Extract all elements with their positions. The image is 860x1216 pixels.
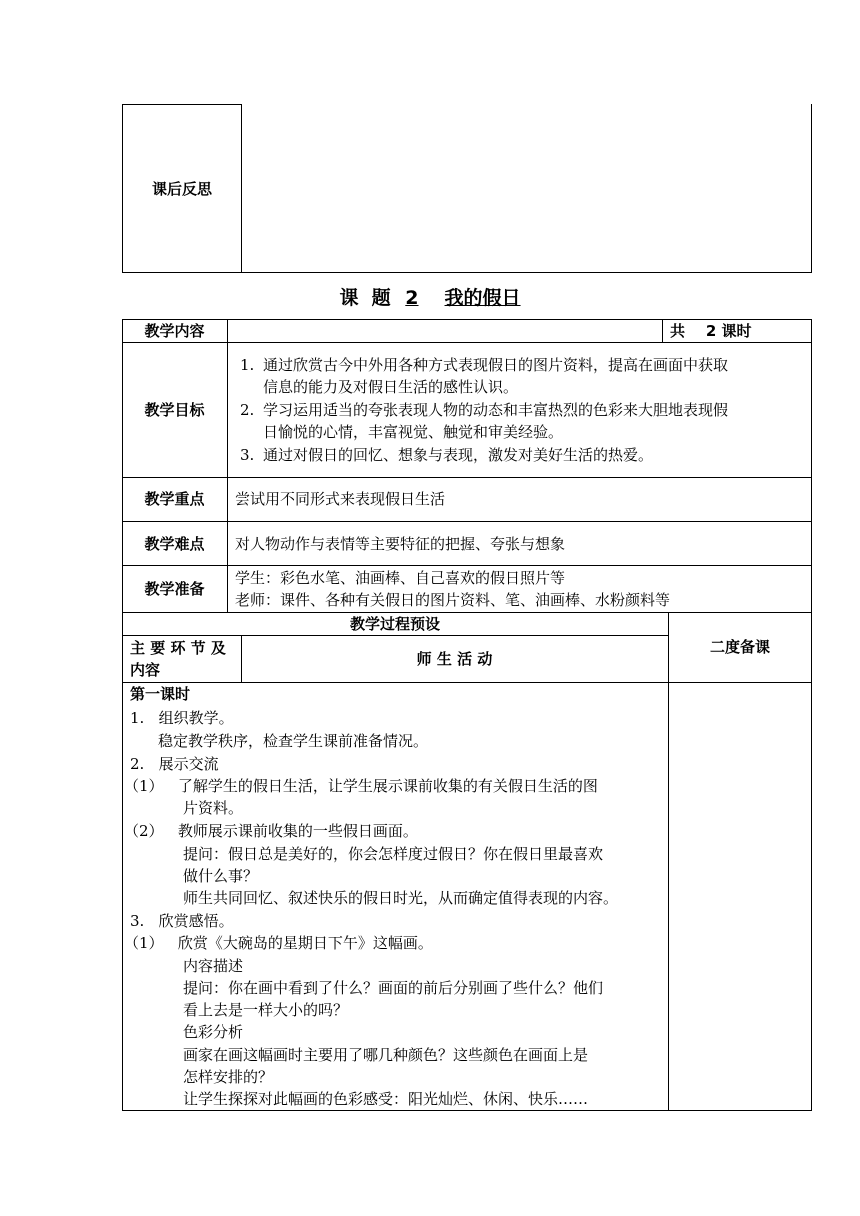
key-point-label: 教学重点 (144, 490, 205, 508)
goal-text: 通过欣赏古今中外用各种方式表现假日的图片资料，提高在画面中获取 (263, 356, 729, 374)
table-border (122, 272, 812, 273)
reflection-label: 课后反思 (151, 180, 212, 198)
activity-line: 看上去是一样大小的吗？ (183, 1001, 349, 1019)
difficulty-label: 教学难点 (144, 535, 205, 553)
activity-line: 提问：你在画中看到了什么？画面的前后分别画了些什么？他们 (183, 979, 604, 997)
goal-text: 学习运用适当的夸张表现人物的动态和丰富热烈的色彩来大胆地表现假 (263, 401, 729, 419)
goal-text: 日愉悦的心情，丰富视觉、触觉和审美经验。 (263, 423, 564, 441)
table-border (122, 104, 242, 105)
table-border (122, 319, 123, 1111)
table-border (122, 477, 812, 478)
title-number: 2 (405, 287, 419, 309)
activity-line: 让学生探探对此幅画的色彩感受：阳光灿烂、休闲、快乐…… (183, 1090, 589, 1108)
lesson-title (0, 285, 860, 311)
table-border (122, 1110, 812, 1111)
activity-line: 2. 展示交流 (130, 755, 219, 773)
activity-line: 师生共同回忆、叙述快乐的假日时光，从而确定值得表现的内容。 (183, 889, 619, 907)
hours-count: 共 2 课时 (670, 322, 752, 340)
table-border (122, 342, 812, 343)
activity-line: 提问：假日总是美好的，你会怎样度过假日？你在假日里最喜欢 (183, 845, 604, 863)
table-border (122, 521, 812, 522)
activity-line: 1. 组织教学。 (130, 709, 234, 727)
table-border (122, 565, 812, 566)
table-border (662, 319, 663, 343)
process-header: 教学过程预设 (349, 615, 440, 633)
activity-line: 片资料。 (183, 799, 244, 817)
goal-number: 2. (240, 401, 255, 419)
title-name: 我的假日 (444, 287, 521, 309)
session-heading: 第一课时 (130, 685, 191, 703)
goal-text: 通过对假日的回忆、想象与表现，激发对美好生活的热爱。 (263, 446, 654, 464)
content-label: 教学内容 (144, 322, 205, 340)
goal-number: 3. (240, 446, 255, 464)
activity-line: （1） 欣赏《大碗岛的星期日下午》这幅画。 (124, 934, 433, 952)
table-border (122, 635, 668, 636)
prep-teacher: 老师：课件、各种有关假日的图片资料、笔、油画棒、水粉颜料等 (235, 591, 671, 609)
key-point-text: 尝试用不同形式来表现假日生活 (235, 490, 446, 508)
col-main-steps-2: 内容 (130, 661, 161, 679)
goal-text: 信息的能力及对假日生活的感性认识。 (263, 378, 519, 396)
activity-line: （1） 了解学生的假日生活，让学生展示课前收集的有关假日生活的图 (124, 777, 598, 795)
activity-line: 3. 欣赏感悟。 (130, 912, 234, 930)
col-activities: 师 生 活 动 (416, 650, 493, 668)
activity-line: 稳定教学秩序，检查学生课前准备情况。 (158, 732, 429, 750)
activity-line: 怎样安排的？ (183, 1068, 274, 1086)
table-border (811, 319, 812, 1111)
goals-label: 教学目标 (144, 401, 205, 419)
table-border (811, 104, 812, 272)
col-main-steps: 主 要 环 节 及 (130, 639, 226, 657)
table-border (668, 612, 669, 1111)
table-border (227, 319, 228, 612)
prep-student: 学生：彩色水笔、油画棒、自己喜欢的假日照片等 (235, 569, 566, 587)
activity-line: 做什么事？ (183, 867, 259, 885)
difficulty-text: 对人物动作与表情等主要特征的把握、夸张与想象 (235, 535, 566, 553)
table-border (122, 682, 812, 683)
goal-number: 1. (240, 356, 255, 374)
prep-label: 教学准备 (144, 580, 205, 598)
title-prefix: 课 题 (339, 287, 398, 309)
col-second-prep: 二度备课 (709, 638, 770, 656)
activity-line: 色彩分析 (183, 1023, 244, 1041)
activity-line: （2） 教师展示课前收集的一些假日画面。 (124, 822, 418, 840)
activity-line: 画家在画这幅画时主要用了哪几种颜色？这些颜色在画面上是 (183, 1046, 589, 1064)
activity-line: 内容描述 (183, 957, 244, 975)
